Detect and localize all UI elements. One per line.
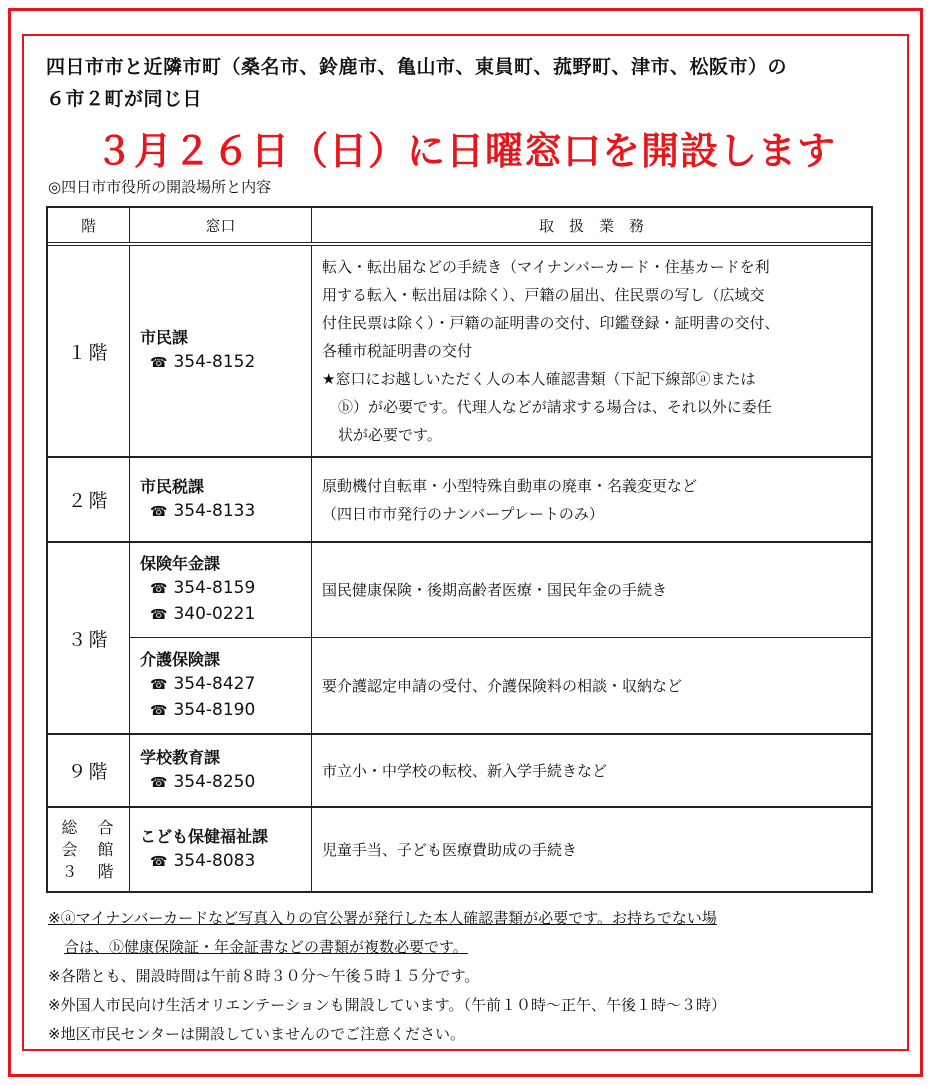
telephone-icon: ☎ [150,702,168,719]
floor-label: ２階 [48,458,130,541]
duties-cell [312,808,871,891]
note-line: ※各階とも、開設時間は午前８時３０分～午後５時１５分です。 [48,967,480,985]
floor-line: 総 合 [61,817,116,837]
table-row [48,458,871,543]
duty-line: 児童手当、子ども医療費助成の手続き [322,840,578,859]
window-cell [130,246,312,456]
floor-label: １階 [48,246,130,456]
header-window: 窓口 [130,208,312,242]
duty-line: 国民健康保険・後期高齢者医療・国民年金の手続き [322,581,668,599]
phone-number: ☎ 354-8133 [150,500,256,521]
duty-line: ⓑ）が必要です。代理人などが請求する場合は、それ以外に委任 [338,398,772,416]
department-name: 介護保険課 [140,649,221,669]
department-name: 市民課 [140,328,189,347]
intro-line-2: ６市２町が同じ日 [46,88,203,110]
frame-corner [897,1051,923,1077]
duty-line: 転入・転出届などの手続き（マイナンバーカード・住基カードを利 [322,258,770,276]
duty-line: 市立小・中学校の転校、新入学手続きなど [322,761,608,780]
floor-line: 会 館 [61,839,116,859]
duties-cell [312,543,871,637]
duties-cell [312,458,871,541]
telephone-icon: ☎ [150,607,168,623]
table-sub-row [130,638,871,733]
frame-corner [8,8,34,34]
duties-cell [312,735,871,806]
note-line: 合は、ⓑ健康保険証・年金証書などの書類が複数必要です。 [64,938,468,956]
telephone-icon: ☎ [150,581,168,597]
duty-line: 用する転入・転出届は除く）、戸籍の届出、住民票の写し（広域交 [322,286,765,304]
duty-line: ★窓口にお越しいただく人の本人確認書類（下記下線部ⓐまたは [322,370,756,388]
telephone-icon: ☎ [150,503,168,520]
table-header [48,208,871,246]
header-floor: 階 [48,208,130,242]
duty-line: （四日市市発行のナンバープレートのみ） [322,504,604,523]
table-row [48,808,871,891]
service-table [46,206,873,893]
header-duties: 取 扱 業 務 [538,216,644,235]
duty-line: 要介護認定申請の受付、介護保険料の相談・収納など [322,676,683,695]
floor-label: ９階 [48,735,130,806]
phone-number: ☎ 354-8159 [150,578,256,598]
sub-rows [130,543,871,733]
phone-number: ☎ 354-8427 [150,673,256,694]
window-cell [130,808,312,891]
table-row [48,735,871,808]
phone-number: ☎ 354-8190 [150,699,256,720]
department-name: 市民税課 [140,476,205,496]
phone-number: ☎ 354-8250 [150,771,256,792]
window-cell [130,638,312,733]
telephone-icon: ☎ [150,676,168,693]
notes [48,904,888,1049]
department-name: 保険年金課 [140,554,221,573]
duties-cell [312,246,871,456]
page-title: ３月２６日（日）に日曜窓口を開設します [94,129,836,173]
department-name: 学校教育課 [140,747,221,767]
telephone-icon: ☎ [150,774,168,791]
telephone-icon: ☎ [150,853,168,870]
note-line: ※外国人市民向け生活オリエンテーションも開設しています。（午前１０時～正午、午後１時～３時） [48,996,726,1014]
intro-line-1: 四日市市と近隣市町（桑名市、鈴鹿市、亀山市、東員町、菰野町、津市、松阪市）の [46,56,788,78]
department-name: こども保健福祉課 [140,826,269,846]
table-row [48,543,871,735]
note-line: ※地区市民センターは開設していませんのでご注意ください。 [48,1025,465,1043]
phone-number: ☎ 354-8083 [150,850,256,871]
note-line: ※ⓐマイナンバーカードなど写真入りの官公署が発行した本人確認書類が必要です。お持ちでない場 [48,909,717,927]
window-cell [130,458,312,541]
duties-cell [312,638,871,733]
floor-line: ３ 階 [61,861,116,881]
duty-line: 各種市税証明書の交付 [322,342,473,360]
floor-label: ３階 [48,543,130,733]
duty-line: 付住民票は除く）・戸籍の証明書の交付、印鑑登録・証明書の交付、 [322,314,780,332]
duty-line: 状が必要です。 [338,426,442,444]
section-subtitle: ◎四日市市役所の開設場所と内容 [48,178,272,196]
frame-corner [897,8,923,34]
frame-corner [8,1051,34,1077]
phone-number: ☎ 340-0221 [150,604,256,624]
window-cell [130,735,312,806]
table-row [48,246,871,458]
floor-label [48,808,130,891]
phone-number: ☎ 354-8152 [150,352,256,372]
telephone-icon: ☎ [150,355,168,371]
table-sub-row [130,543,871,638]
duty-line: 原動機付自転車・小型特殊自動車の廃車・名義変更など [322,476,698,495]
window-cell [130,543,312,637]
